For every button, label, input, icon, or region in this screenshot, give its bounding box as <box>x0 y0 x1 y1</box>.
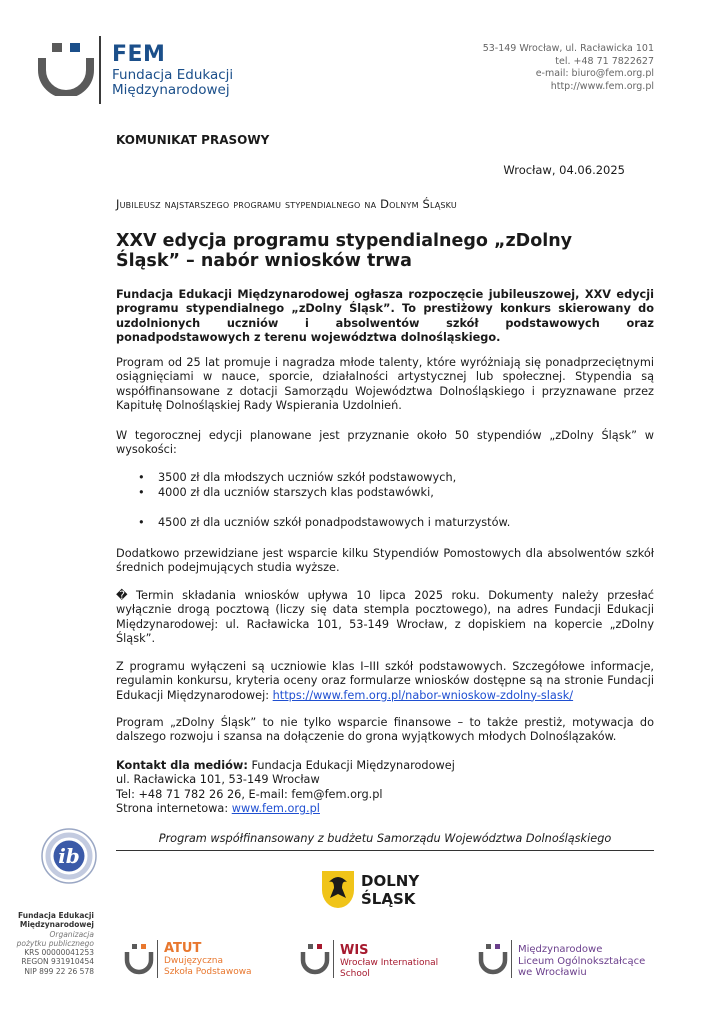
bullet-icon: • <box>138 486 145 499</box>
dolny-line2: ŚLĄSK <box>361 890 416 908</box>
liceum-logo-icon <box>478 942 508 976</box>
list-item: • 4000 zł dla uczniów starszych klas podstawówki, <box>138 486 434 499</box>
contact-address: ul. Racławicka 101, 53-149 Wrocław <box>116 773 320 787</box>
contact-label: Kontakt dla mediów: <box>116 759 248 772</box>
contact-web-link[interactable]: www.fem.org.pl <box>231 801 320 815</box>
paragraph-program: Program od 25 lat promuje i nagradza młode talenty, które wyróżniają się ponadprzeciętnymi osiągnięciami w nauce, sporcie, działalności artystycznej lub społecznej. Stypendia są współfinansowane z dotacji Samorządu Województwa Dolnośląskiego i przyznawane przez Kapitułę Dolnośląskiej Rady Wspierania Uzdolnień. <box>116 356 654 412</box>
document-type-label: KOMUNIKAT PRASOWY <box>116 133 270 147</box>
list-item: • 4500 zł dla uczniów szkół ponadpodstawowych i maturzystów. <box>138 516 511 529</box>
paragraph-prestige: Program „zDolny Śląsk” to nie tylko wsparcie finansowe – to także prestiż, motywacja do dalszego rozwoju i szansa na dołączenie do grona wyjątkowych młodych Dolnoślązaków. <box>116 716 654 744</box>
logo-divider <box>99 36 101 104</box>
kicker: Jubileusz najstarszego programu stypendialnego na Dolnym Śląsku <box>116 197 457 211</box>
bullet-icon: • <box>138 471 145 484</box>
ib-world-school-logo-icon <box>40 827 98 885</box>
dolny-line1: DOLNY <box>361 872 420 890</box>
cofinance-note: Program współfinansowany z budżetu Samorządu Województwa Dolnośląskiego <box>158 832 612 845</box>
footer-divider <box>116 850 654 851</box>
header-email: e-mail: biuro@fem.org.pl <box>535 68 654 79</box>
header-web[interactable]: http://www.fem.org.pl <box>550 80 654 92</box>
list-item: • 3500 zł dla młodszych uczniów szkół podstawowych, <box>138 471 457 484</box>
wis-logo-icon <box>300 942 330 976</box>
liceum-school-logo: Międzynarodowe Liceum Ogólnokształcące we Wrocławiu <box>478 940 668 980</box>
contact-org: Fundacja Edukacji Międzynarodowej <box>247 759 455 772</box>
fem-logo-icon <box>38 40 94 96</box>
paragraph-eligibility: Z programu wyłączeni są uczniowie klas I–III szkół podstawowych. Szczegółowe informacje, regulamin konkursu, kryteria oceny oraz formularze wniosków dostępne są na stronie Fundacji Edukacji Międzynarodowej: https://www.fem.org.pl/nabor-wnioskow-zdolny-slask/ <box>116 660 654 702</box>
bullet-icon: • <box>138 516 145 529</box>
header-contact <box>483 43 654 93</box>
paragraph-amounts-intro: W tegorocznej edycji planowane jest przyznanie około 50 stypendiów „zDolny Śląsk” w wysokości: <box>116 429 654 457</box>
lead-paragraph: Fundacja Edukacji Międzynarodowej ogłasza rozpoczęcie jubileuszowej, XXV edycji programu stypendialnego „zDolny Śląsk”. To prestiżowy konkurs skierowany do uzdolnionych uczniów i absolwentów szkół podstawowych oraz ponadpodstawowych z terenu województwa dolnośląskiego. <box>116 288 654 344</box>
atut-school-logo: ATUT Dwujęzyczna Szkoła Podstawowa <box>124 940 264 980</box>
missing-glyph-icon: � <box>116 589 128 602</box>
contact-phone-email: Tel: +48 71 782 26 26, E-mail: fem@fem.org.pl <box>116 787 383 801</box>
header-tel: tel. +48 71 7822627 <box>555 55 654 67</box>
fem-legal-info: Fundacja Edukacji Międzynarodowej Organizacja pożytku publicznego KRS 00000041253 REGON 931910454 NIP 899 22 26 578 <box>16 911 94 976</box>
program-link[interactable]: https://www.fem.org.pl/nabor-wnioskow-zdolny-slask/ <box>272 688 574 702</box>
header-address: 53-149 Wrocław, ul. Racławicka 101 <box>482 43 654 54</box>
org-short-name: FEM <box>112 42 166 67</box>
atut-logo-icon <box>124 942 154 976</box>
document-date: Wrocław, 04.06.2025 <box>503 163 625 177</box>
paragraph-bridge-scholarships: Dodatkowo przewidziane jest wsparcie kilku Stypendiów Pomostowych dla absolwentów szkół średnich podejmujących studia wyższe. <box>116 547 654 575</box>
dolny-slask-logo-icon <box>320 868 440 910</box>
media-contact: Kontakt dla mediów: Fundacja Edukacji Międzynarodowej ul. Racławicka 101, 53-149 Wrocław Tel: +48 71 782 26 26, E-mail: fem@fem.org.pl Strona internetowa: www.fem.org.pl <box>116 759 455 815</box>
headline: XXV edycja programu stypendialnego „zDolny Śląsk” – nabór wniosków trwa <box>116 231 573 271</box>
ib-letters: ib <box>58 844 80 868</box>
wis-school-logo: WIS Wrocław International School <box>300 940 450 980</box>
org-full-name: Fundacja Edukacji Międzynarodowej <box>112 67 234 98</box>
paragraph-deadline: � Termin składania wniosków upływa 10 lipca 2025 roku. Dokumenty należy przesłać wyłącznie drogą pocztową (liczy się data stempla pocztowego), na adres Fundacji Edukacji Międzynarodowej: ul. Racławicka 101, 53-149 Wrocław, z dopiskiem na kopercie „zDolny Śląsk”. <box>116 589 654 645</box>
